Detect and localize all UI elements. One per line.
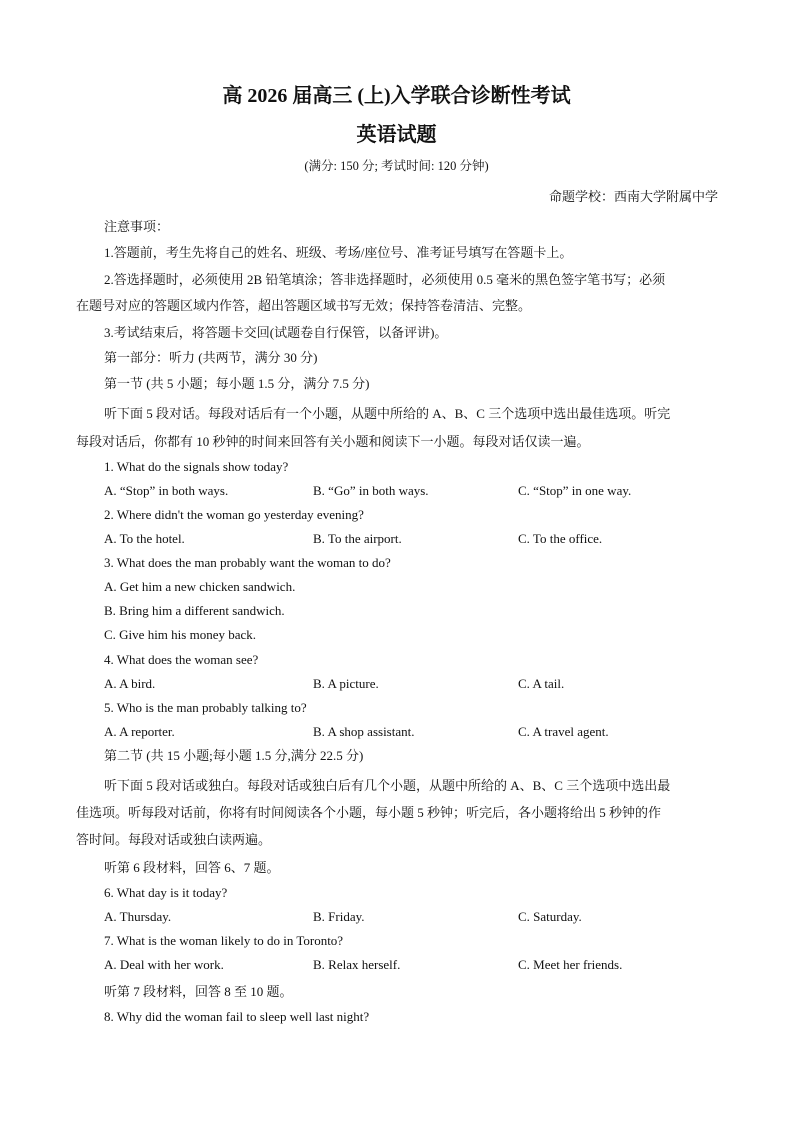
question-8-stem: 8. Why did the woman fail to sleep well last night? <box>104 1009 370 1024</box>
section1-instructions-b: 每段对话后，你都有 10 秒钟的时间来回答有关小题和阅读下一小题。每段对话仅读一遍。 <box>76 434 590 449</box>
section2-instructions-b: 佳选项。听每段对话前，你将有时间阅读各个小题，每小题 5 秒钟；听完后，各小题将给出 5 秒钟的作 <box>76 805 662 820</box>
question-1-option-b: B. “Go” in both ways. <box>313 483 429 498</box>
question-6-option-c: C. Saturday. <box>518 909 582 924</box>
part1-heading: 第一部分：听力 (共两节，满分 30 分) <box>104 350 318 365</box>
exam-title: 高 2026 届高三 (上)入学联合诊断性考试 <box>222 85 571 107</box>
question-4-option-b: B. A picture. <box>313 676 379 691</box>
question-4-option-c: C. A tail. <box>518 676 565 691</box>
question-7-option-c: C. Meet her friends. <box>518 957 623 972</box>
material-6-heading: 听第 6 段材料，回答 6、7 题。 <box>104 860 280 875</box>
question-2-option-b: B. To the airport. <box>313 531 402 546</box>
question-1-option-a: A. “Stop” in both ways. <box>104 483 229 498</box>
question-3-option-b: B. Bring him a different sandwich. <box>104 603 285 618</box>
question-6-option-b: B. Friday. <box>313 909 365 924</box>
question-5-stem: 5. Who is the man probably talking to? <box>104 700 307 715</box>
question-7-option-b: B. Relax herself. <box>313 957 401 972</box>
exam-school: 命题学校：西南大学附属中学 <box>548 189 718 204</box>
note-2-line-a: 2.答选择题时，必须使用 2B 铅笔填涂；答非选择题时，必须使用 0.5 毫米的黑色签字笔书写；必须 <box>104 272 666 287</box>
note-2-line-b: 在题号对应的答题区域内作答，超出答题区域书写无效；保持答卷清洁、完整。 <box>76 298 532 313</box>
question-6-option-a: A. Thursday. <box>104 909 172 924</box>
question-2-stem: 2. Where didn't the woman go yesterday evening? <box>104 507 364 522</box>
question-4-option-a: A. A bird. <box>104 676 156 691</box>
question-4-stem: 4. What does the woman see? <box>104 652 259 667</box>
question-2-option-c: C. To the office. <box>518 531 603 546</box>
question-2-option-a: A. To the hotel. <box>104 531 185 546</box>
question-5-option-c: C. A travel agent. <box>518 724 609 739</box>
section2-instructions-c: 答时间。每段对话或独白读两遍。 <box>76 832 272 847</box>
question-7-stem: 7. What is the woman likely to do in Toronto? <box>104 933 344 948</box>
question-3-stem: 3. What does the man probably want the woman to do? <box>104 555 391 570</box>
section2-heading: 第二节 (共 15 小题;每小题 1.5 分,满分 22.5 分) <box>104 748 364 763</box>
material-7-heading: 听第 7 段材料，回答 8 至 10 题。 <box>104 984 293 999</box>
question-3-option-a: A. Get him a new chicken sandwich. <box>104 579 296 594</box>
exam-meta: (满分: 150 分; 考试时间: 120 分钟) <box>304 159 489 173</box>
question-5-option-b: B. A shop assistant. <box>313 724 415 739</box>
question-7-option-a: A. Deal with her work. <box>104 957 224 972</box>
note-3: 3.考试结束后，将答题卡交回(试题卷自行保管，以备评讲)。 <box>104 325 448 340</box>
question-1-option-c: C. “Stop” in one way. <box>518 483 632 498</box>
section1-heading: 第一节 (共 5 小题；每小题 1.5 分，满分 7.5 分) <box>104 376 370 391</box>
question-6-stem: 6. What day is it today? <box>104 885 228 900</box>
notes-heading: 注意事项： <box>104 219 170 234</box>
question-3-option-c: C. Give him his money back. <box>104 627 257 642</box>
section1-instructions-a: 听下面 5 段对话。每段对话后有一个小题，从题中所给的 A、B、C 三个选项中选出最佳选项。听完 <box>104 406 671 421</box>
question-1-stem: 1. What do the signals show today? <box>104 459 289 474</box>
exam-subtitle: 英语试题 <box>356 124 437 146</box>
section2-instructions-a: 听下面 5 段对话或独白。每段对话或独白后有几个小题，从题中所给的 A、B、C 三个选项中选出最 <box>104 778 671 793</box>
question-5-option-a: A. A reporter. <box>104 724 175 739</box>
note-1: 1.答题前，考生先将自己的姓名、班级、考场/座位号、准考证号填写在答题卡上。 <box>104 245 573 260</box>
